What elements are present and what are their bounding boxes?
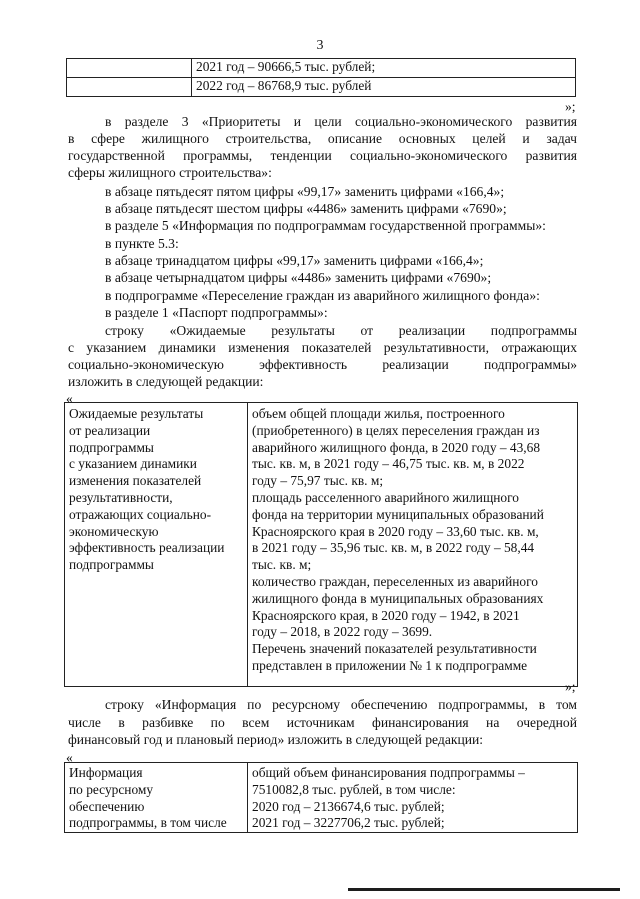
opening-quote: « [66, 750, 73, 765]
change-item: в разделе 5 «Информация по подпрограммам государственной программы»: [105, 218, 546, 233]
value-line: Перечень значений показателей результативности [252, 641, 537, 657]
opening-quote: « [66, 391, 73, 406]
change-item: в подпрограмме «Переселение граждан из аварийного жилищного фонда»: [105, 288, 540, 303]
value-line: Красноярского края, в 2020 году – 1942, в 2021 [252, 607, 520, 623]
resource-table [64, 762, 578, 833]
change-item: в абзаце пятьдесят пятом цифры «99,17» заменить цифрами «166,4»; [105, 184, 505, 199]
value-line: тыс. кв. м; [252, 557, 312, 573]
top-table-left-cell [67, 59, 192, 78]
value-line: году – 2018, в 2022 году – 3699. [252, 624, 433, 640]
label-line: подпрограммы, в том числе [69, 815, 227, 831]
value-line: году – 75,97 тыс. кв. м; [252, 473, 384, 489]
label-line: подпрограммы [69, 439, 154, 455]
value-line: 7510082,8 тыс. рублей, в том числе: [252, 781, 456, 797]
value-line: количество граждан, переселенных из аварийного [252, 573, 538, 589]
page-number: 3 [316, 38, 324, 53]
paragraph-line: государственной программы, тенденции социально-экономического развития [68, 148, 577, 163]
value-line: тыс. кв. м, в 2021 году – 46,75 тыс. кв. м, в 2022 [252, 456, 525, 472]
label-line: обеспечению [69, 798, 145, 814]
table-line: 2022 год – 86768,9 тыс. рублей [196, 78, 372, 93]
top-table-left-cell [67, 78, 192, 97]
paragraph-line: изложить в следующей редакции: [68, 374, 264, 389]
paragraph-line: строку «Информация по ресурсному обеспечению подпрограммы, в том [105, 697, 577, 712]
label-line: результативности, [69, 489, 173, 505]
value-line: 2020 год – 2136674,6 тыс. рублей; [252, 798, 445, 814]
table-value-cell [248, 403, 578, 687]
top-table-right-cell [192, 59, 576, 78]
value-line: представлен в приложении № 1 к подпрограмме [252, 657, 528, 673]
paragraph-line: числе в разбивке по всем источникам финансирования на очередной [68, 715, 577, 730]
signature-rule [348, 888, 620, 891]
label-line: с указанием динамики [69, 456, 197, 472]
top-table [66, 58, 576, 97]
paragraph-line: в сфере жилищного строительства, описание основных целей и задач [68, 131, 577, 146]
closing-quote: »; [565, 679, 576, 694]
table-value-cell [248, 763, 578, 833]
value-line: площадь расселенного аварийного жилищного [252, 489, 519, 505]
value-line: Красноярского края в 2020 году – 33,60 тыс. кв. м, [252, 523, 539, 539]
value-line: фонда на территории муниципальных образований [252, 506, 544, 522]
value-line: в 2021 году – 35,96 тыс. кв. м, в 2022 году – 58,44 [252, 540, 535, 556]
label-line: изменения показателей [69, 473, 202, 489]
closing-quote: »; [565, 99, 576, 114]
value-line: жилищного фонда в муниципальных образованиях [252, 590, 544, 606]
label-line: от реализации [69, 422, 151, 438]
table-label-cell [65, 403, 248, 687]
paragraph-line: строку «Ожидаемые результаты от реализации подпрограммы [105, 323, 577, 338]
paragraph-line: с указанием динамики изменения показателей результативности, отражающих [68, 340, 577, 355]
value-line: аварийного жилищного фонда, в 2020 году – 43,68 [252, 439, 541, 455]
change-item: в абзаце тринадцатом цифры «99,17» заменить цифрами «166,4»; [105, 253, 484, 268]
label-line: экономическую [69, 523, 159, 539]
expected-results-table [64, 402, 578, 687]
value-line: общий объем финансирования подпрограммы – [252, 765, 525, 780]
table-line: 2021 год – 90666,5 тыс. рублей; [196, 59, 376, 74]
label-line: подпрограммы [69, 557, 154, 573]
label-line: по ресурсному [69, 781, 154, 797]
label-line: Ожидаемые результаты [69, 406, 204, 421]
paragraph-line: финансовый год и плановый период» изложить в следующей редакции: [68, 732, 484, 747]
value-line: (приобретенного) в целях переселения граждан из [252, 422, 540, 438]
label-line: отражающих социально- [69, 506, 212, 522]
change-item: в абзаце пятьдесят шестом цифры «4486» заменить цифрами «7690»; [105, 201, 507, 216]
change-item: в разделе 1 «Паспорт подпрограммы»: [105, 305, 328, 320]
label-line: Информация [69, 765, 143, 780]
paragraph-line: социально-экономическую эффективность реализации подпрограммы» [68, 357, 577, 372]
paragraph-line: сферы жилищного строительства»: [68, 165, 272, 180]
change-item: в абзаце четырнадцатом цифры «4486» заменить цифрами «7690»; [105, 270, 492, 285]
paragraph-line: в разделе 3 «Приоритеты и цели социально-экономического развития [105, 114, 577, 129]
label-line: эффективность реализации [69, 540, 225, 556]
top-table-right-cell [192, 78, 576, 97]
value-line: 2021 год – 3227706,2 тыс. рублей; [252, 815, 445, 831]
value-line: объем общей площади жилья, построенного [252, 406, 505, 421]
change-item: в пункте 5.3: [105, 236, 179, 251]
table-label-cell [65, 763, 248, 833]
